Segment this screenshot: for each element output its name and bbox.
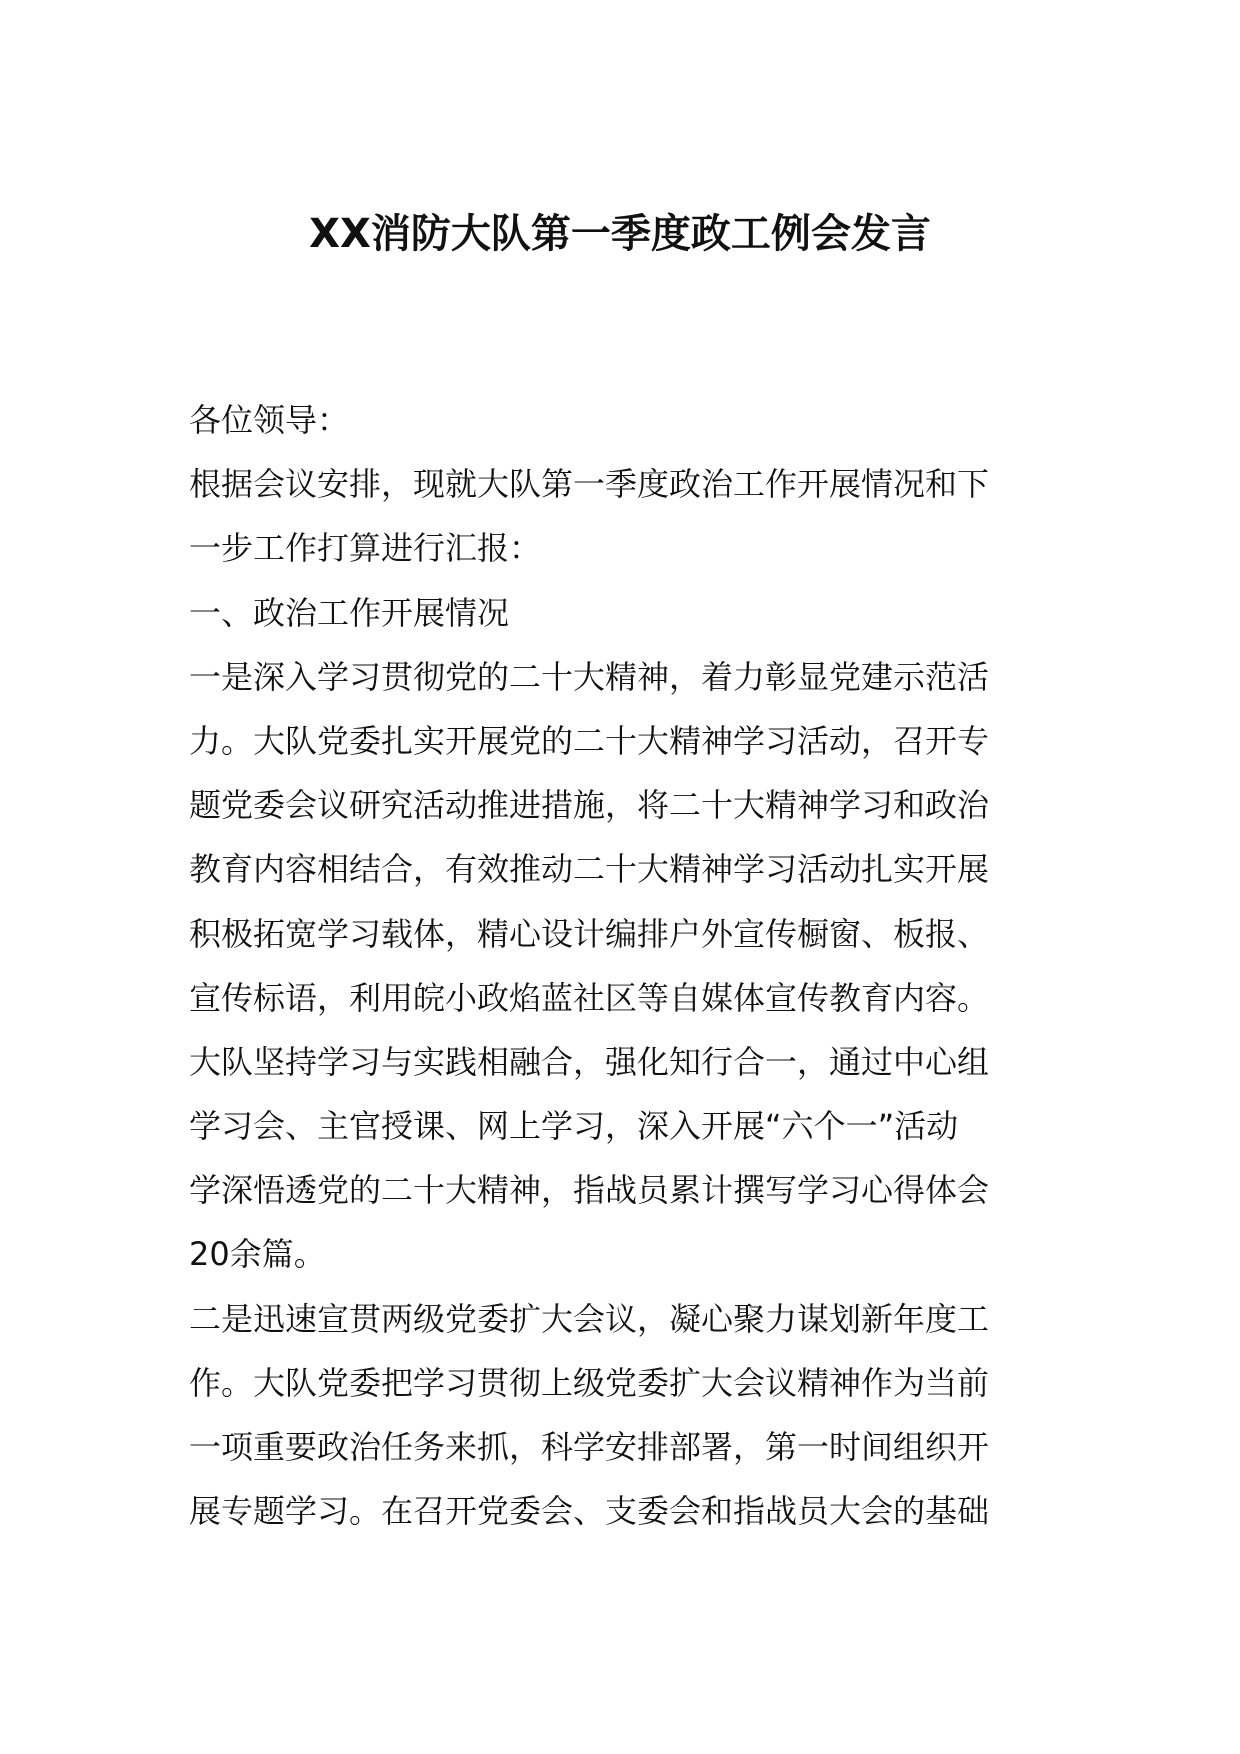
paragraph-line: 作。大队党委把学习贯彻上级党委扩大会议精神作为当前 [189,1363,990,1402]
document-title: XX消防大队第一季度政工例会发言 [309,211,931,257]
section-heading: 一、政治工作开展情况 [189,593,510,632]
paragraph-line: 力。大队党委扎实开展党的二十大精神学习活动，召开专 [189,721,990,760]
paragraph-line: 20余篇。 [189,1235,326,1274]
paragraph-line: 一是深入学习贯彻党的二十大精神，着力彰显党建示范活 [189,657,990,696]
paragraph-line: 学习会、主官授课、网上学习，深入开展“六个一”活动 [189,1107,959,1146]
paragraph-line: 教育内容相结合，有效推动二十大精神学习活动扎实开展 [189,850,990,889]
paragraph-line: 学深悟透党的二十大精神，指战员累计撰写学习心得体会 [189,1171,990,1210]
paragraph-line: 题党委会议研究活动推进措施，将二十大精神学习和政治 [189,786,990,825]
paragraph-line: 一项重要政治任务来抓，科学安排部署，第一时间组织开 [189,1428,990,1466]
paragraph-line: 二是迅速宣贯两级党委扩大会议，凝心聚力谋划新年度工 [189,1299,990,1338]
paragraph-line: 宣传标语，利用皖小政焰蓝社区等自媒体宣传教育内容。 [189,978,990,1017]
paragraph-line: 一步工作打算进行汇报： [189,529,542,568]
paragraph-line: 展专题学习。在召开党委会、支委会和指战员大会的基础 [189,1492,990,1531]
salutation: 各位领导： [189,401,350,439]
paragraph-line: 积极拓宽学习载体，精心设计编排户外宣传橱窗、板报、 [189,914,990,953]
document-body [189,388,1069,1543]
paragraph-line: 根据会议安排，现就大队第一季度政治工作开展情况和下 [189,465,990,504]
paragraph-line: 大队坚持学习与实践相融合，强化知行合一，通过中心组 [189,1042,990,1081]
